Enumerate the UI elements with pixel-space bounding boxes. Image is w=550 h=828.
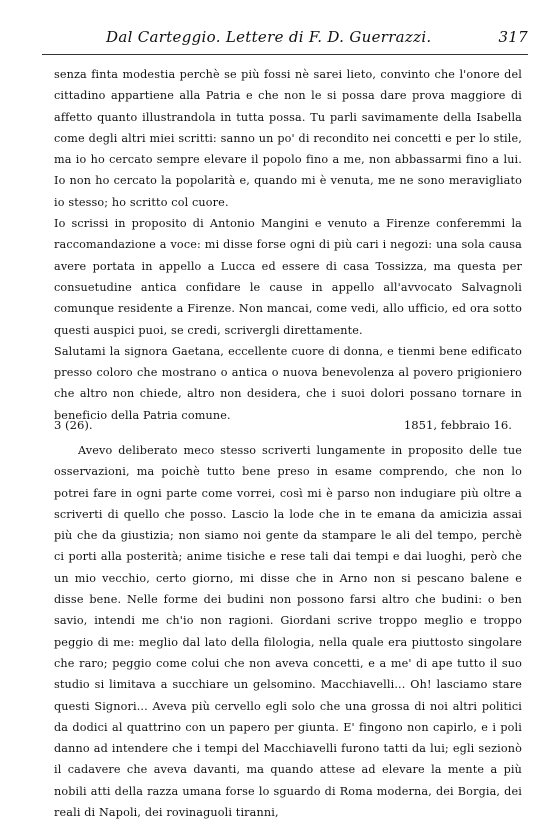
page-number: 317 [498,28,528,46]
running-header [60,28,528,50]
letter-body [54,440,522,823]
letter-body-continued [54,64,522,426]
header-title: Dal Carteggio. Lettere di F. D. Guerrazzi. [106,28,432,46]
paragraph: Salutami la signora Gaetana, eccellente cuore di donna, e tienmi bene edificato presso coloro che mostrano o antica o nuova benevolenza al povero prigioniero che altro non chiede, altro non desidera, che i suoi dolori possano tornare in beneficio della Patria comune. [54,344,522,422]
paragraph: senza finta modestia perchè se più fossi nè sarei lieto, convinto che l'onore del cittadino appartiene alla Patria e che non le si possa dare prova maggiore di affetto quanto illustrandola in tutta possa. Tu parli savimamente della Isabella come degli altri miei scritti: sanno un po' di recondito nei concetti e per lo stile, ma io ho cercato sempre elevare il popolo fino a me, non abbassarmi fino a lui. Io non ho cercato la popolarità e, quando mi è venuta, me ne sono meravigliato io stesso; ho scritto col cuore. [54,68,522,209]
header-rule [42,54,528,55]
paragraph: Avevo deliberato meco stesso scriverti lungamente in proposito delle tue osservazioni, ma poichè tutto bene preso in esame comprendo, che non lo potrei fare in ogni parte come vorrei, così mi è parso non indugiare più oltre a scriverti di quello che posso. Lascio la lode che in te emana da amicizia assai più che da giustizia; non siamo noi gente da stampare le ali del tempo, perchè ci porti alla posterità; anime tisiche e rese tali dai tempi e dai luoghi, però che un mio vecchio, certo giorno, mi disse che in Arno non si pescano balene e disse bene. Nelle forme dei budini non possono farsi altro che budini: o ben savio, intendi me ch'io non ragioni. Giordani scrive troppo meglio e troppo peggio di me: meglio dal lato della filologia, nella quale era piuttosto singolare che raro; peggio come colui che non aveva concetti, e a me' di ape tutto il suo studio si limitava a succhiare un gelsomino. Macchiavelli... Oh! lasciamo stare questi Signori... Aveva più cervello egli solo che una grossa di noi altri politici da dodici al quattrino con un papero per giunta. E' fingono non capirlo, e i poli danno ad intendere che i tempi del Macchiavelli furono tatti da lui; egli sezionò il cadavere che aveva davanti, ma quando attese ad elevare la mente a più nobili atti della razza umana forse lo sguardo di Roma moderna, dei Borgia, dei reali di Napoli, dei rovinaguoli tiranni, [54,444,522,820]
paragraph: Io scrissi in proposito di Antonio Mangini e venuto a Firenze conferemmi la raccomandazione a voce: mi disse forse ogni di più cari i negozi: una sola causa avere portata in appello a Lucca ed essere di casa Tossizza, ma questa per consuetudine antica confidare le cause in appello all'avvocato Salvagnoli comunque residente a Firenze. Non mancai, come vedi, allo ufficio, ed ora sotto questi auspici puoi, se credi, scrivergli direttamente. [54,217,522,337]
letter-heading [54,418,522,436]
letter-number: 3 (26). [54,418,93,432]
letter-date: 1851, febbraio 16. [403,418,512,432]
